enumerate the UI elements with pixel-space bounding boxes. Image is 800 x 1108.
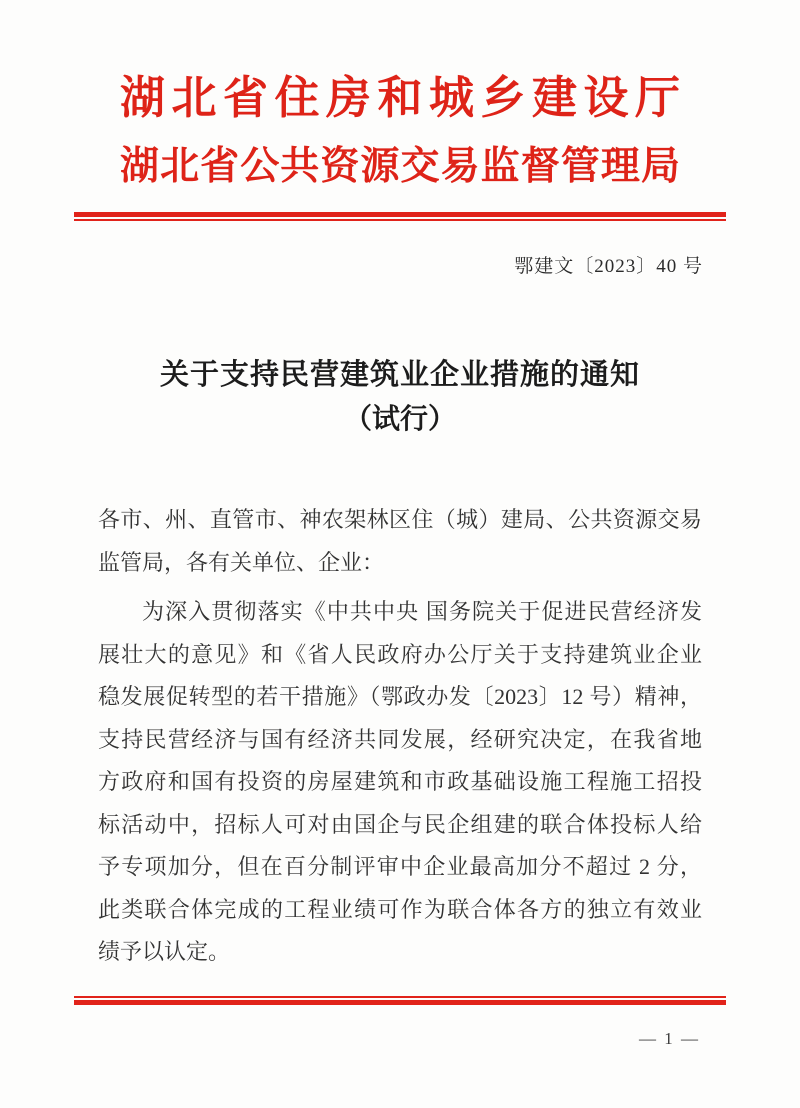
body-line: 予专项加分，但在百分制评审中企业最高加分不超过 2 分，: [98, 854, 702, 879]
salutation-line: 监管局，各有关单位、企业：: [98, 549, 385, 575]
document-reference-number: 鄂建文〔2023〕40 号: [514, 256, 703, 277]
rule-thin-bar: [74, 219, 726, 221]
letterhead-org-name-2: 湖北省公共资源交易监督管理局: [120, 145, 680, 188]
body-line: 标活动中，招标人可对由国企与民企组建的联合体投标人给: [98, 811, 702, 837]
body-line: 展壮大的意见》和《省人民政府办公厅关于支持建筑业企业: [98, 641, 702, 667]
body-line: 支持民营经济与国有经济共同发展，经研究决定，在我省地: [98, 726, 702, 752]
rule-thick-bar: [74, 1000, 726, 1005]
body-line: 为深入贯彻落实《中共中央 国务院关于促进民营经济发: [142, 599, 702, 624]
body-line: 此类联合体完成的工程业绩可作为联合体各方的独立有效业: [98, 896, 702, 922]
body-line: 稳发展促转型的若干措施》（鄂政办发〔2023〕12 号）精神，: [98, 684, 702, 709]
page-number: — 1 —: [639, 1028, 700, 1048]
rule-thick-bar: [74, 212, 726, 217]
letterhead-separator-rule: [74, 212, 726, 221]
footer-separator-rule: [74, 996, 726, 1005]
letterhead-org-name-1: 湖北省住房和城乡建设厅: [120, 73, 680, 123]
rule-thin-bar: [74, 996, 726, 998]
body-line: 方政府和国有投资的房屋建筑和市政基础设施工程施工招投: [98, 769, 702, 794]
body-line: 绩予以认定。: [98, 939, 231, 964]
document-title-subtitle: （试行）: [343, 404, 456, 435]
document-title: 关于支持民营建筑业企业措施的通知: [159, 359, 640, 391]
document-body: [98, 499, 702, 974]
salutation-line: 各市、州、直管市、神农架林区住（城）建局、公共资源交易: [98, 507, 702, 532]
